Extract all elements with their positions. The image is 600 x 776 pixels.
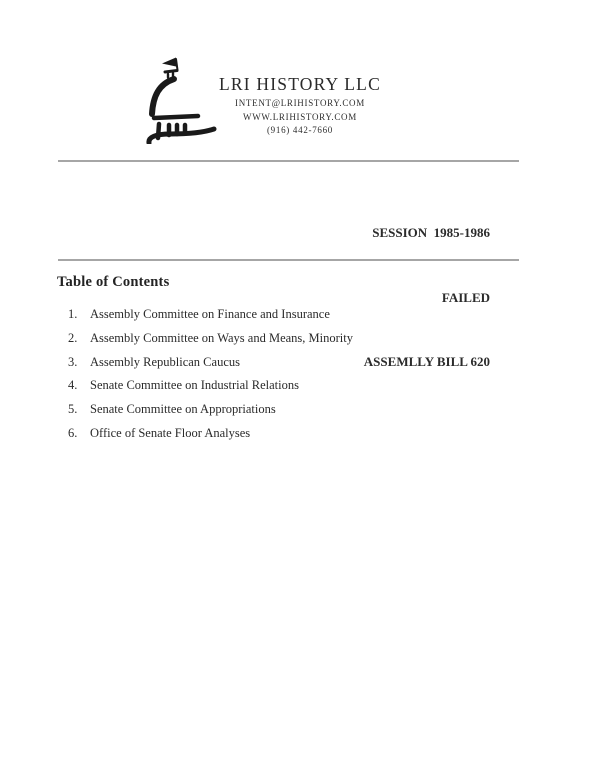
toc-title: Table of Contents xyxy=(57,274,170,290)
company-email: INTENT@LRIHISTORY.COM xyxy=(235,98,365,108)
toc-item xyxy=(68,306,528,323)
toc-item-label: Assembly Committee on Finance and Insurance xyxy=(90,307,330,321)
toc-item-number: 4. xyxy=(68,378,78,393)
toc-item-label: Senate Committee on Appropriations xyxy=(90,402,276,417)
toc-item-number: 2. xyxy=(68,330,78,345)
toc-item xyxy=(68,330,528,347)
capitol-dome-logo-icon xyxy=(146,56,218,144)
company-phone: (916) 442-7660 xyxy=(266,125,334,135)
status-line: FAILED xyxy=(441,289,490,305)
toc-item xyxy=(68,425,528,442)
bill-line: ASSEMLLY BILL 620 xyxy=(363,354,490,369)
toc-item-label: Office of Senate Floor Analyses xyxy=(90,425,251,440)
toc-item xyxy=(68,401,528,418)
toc-item-label: Senate Committee on Industrial Relations xyxy=(90,378,299,393)
toc-item-label: Assembly Committee on Ways and Means, Minority xyxy=(90,330,353,345)
toc-item xyxy=(68,354,528,371)
toc-item-label: Assembly Republican Caucus xyxy=(90,354,240,369)
divider-top xyxy=(58,160,519,162)
toc-item-number: 6. xyxy=(68,425,78,440)
letterhead xyxy=(219,74,381,136)
toc-item-number: 3. xyxy=(68,354,78,369)
toc-list xyxy=(68,306,528,449)
toc-item-number: 5. xyxy=(68,402,78,417)
session-line: SESSION 1985-1986 xyxy=(372,225,490,240)
toc-item xyxy=(68,377,528,394)
toc-item-number: 1. xyxy=(68,307,78,321)
company-website: WWW.LRIHISTORY.COM xyxy=(243,111,357,122)
company-name: LRI HISTORY LLC xyxy=(219,74,381,94)
